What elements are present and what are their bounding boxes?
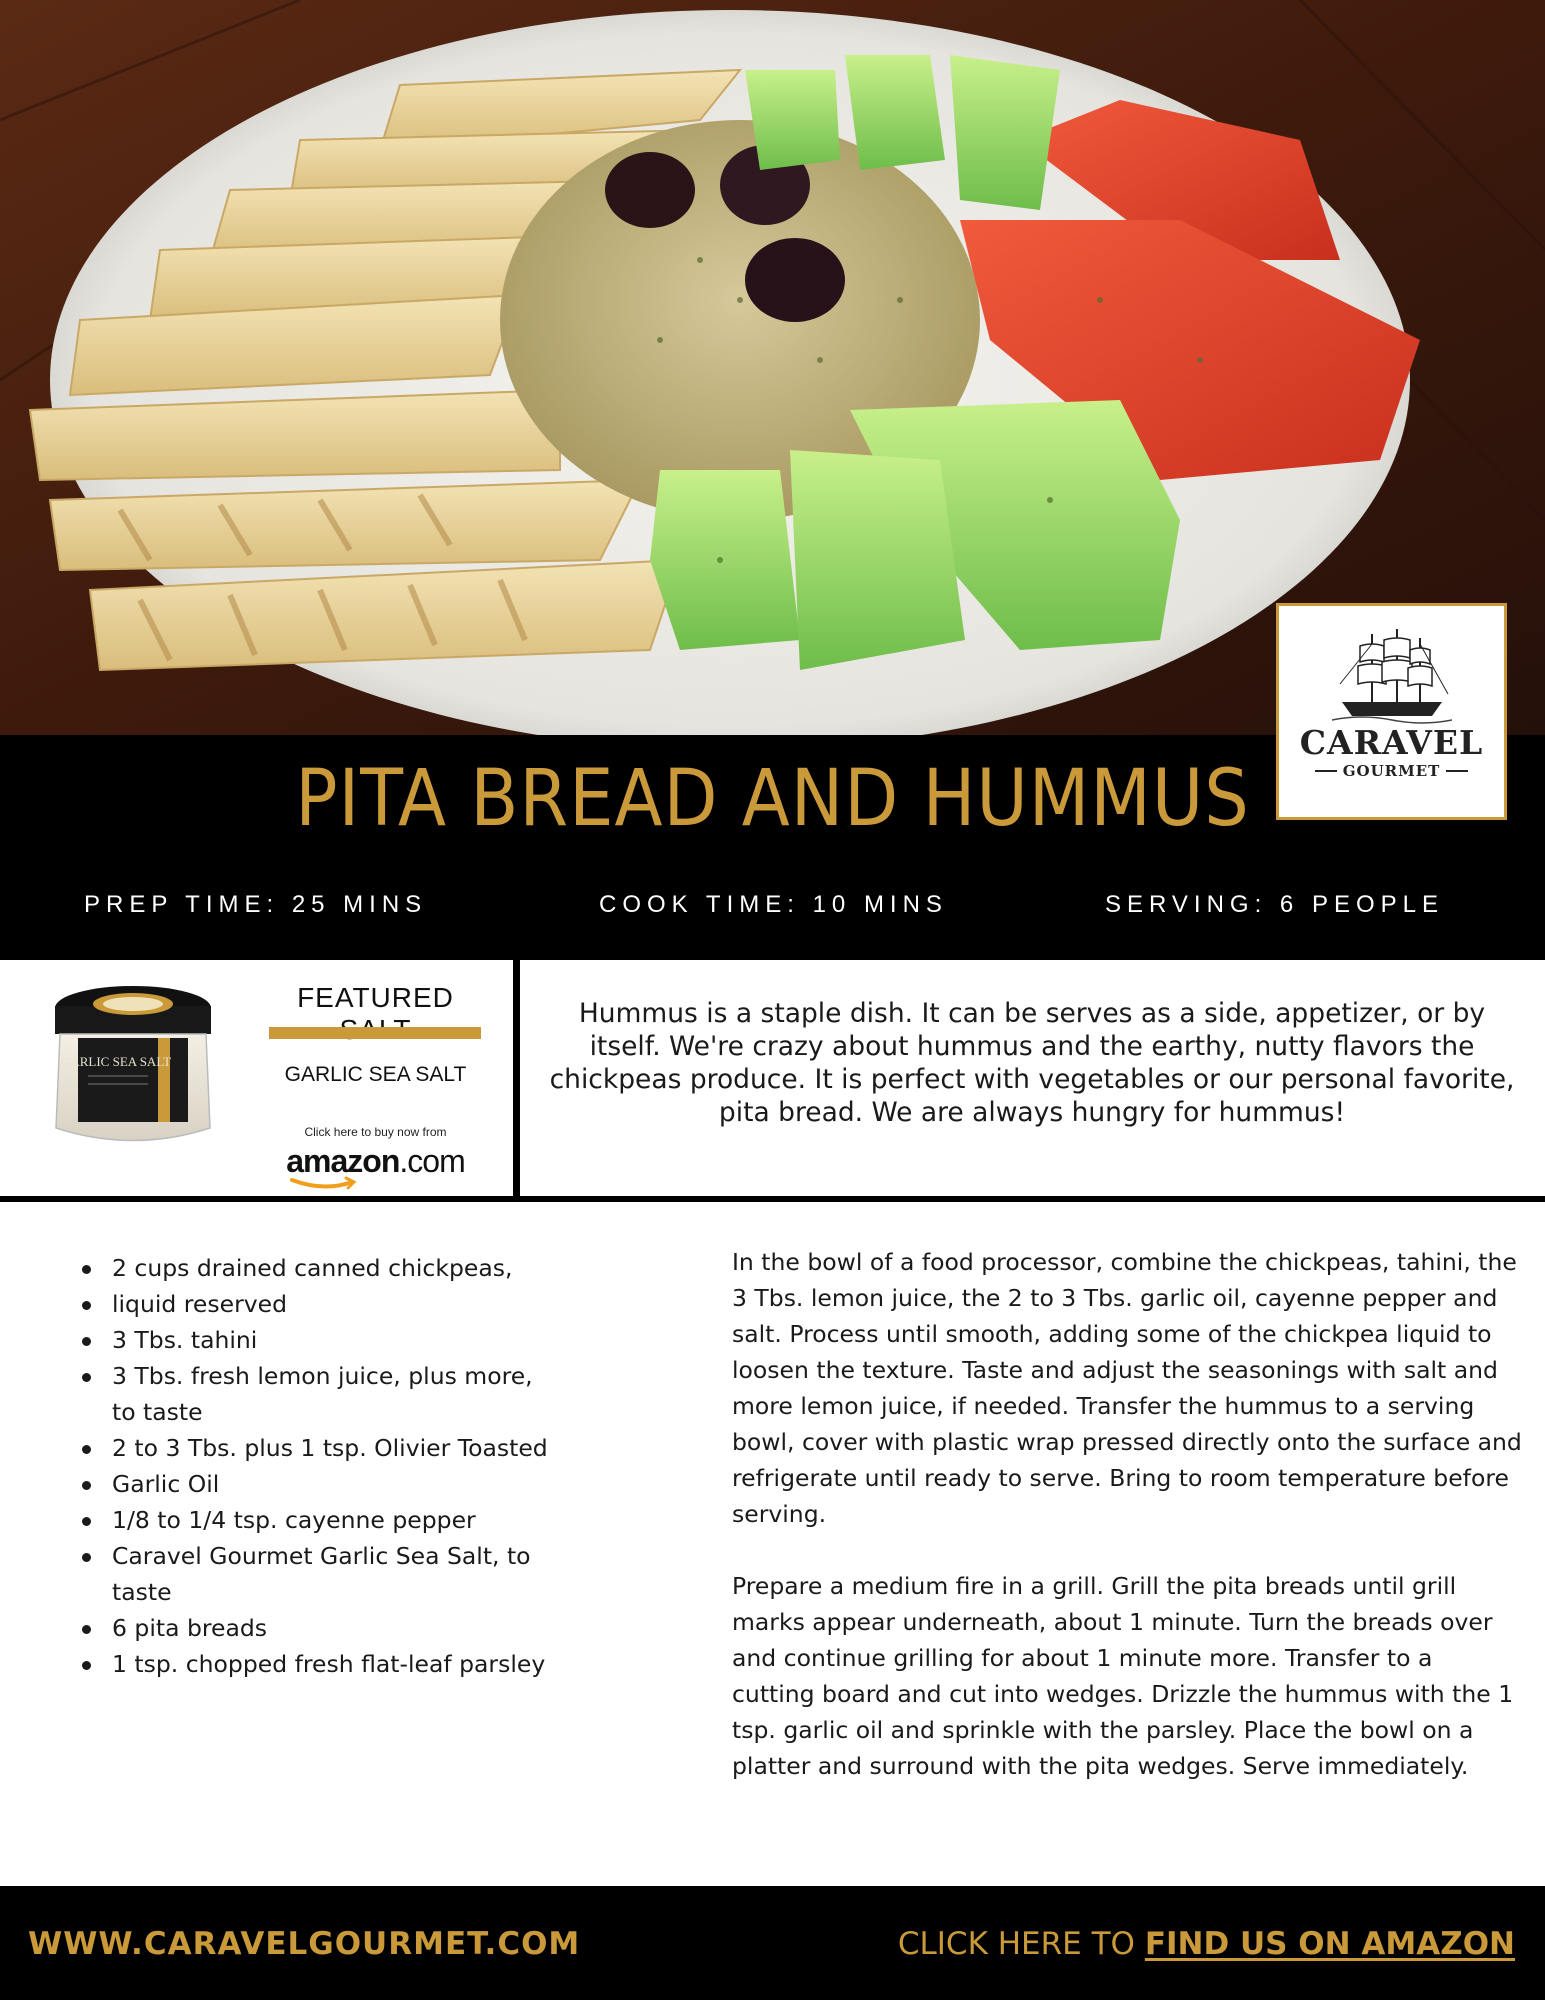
jar-label-text: GARLIC SEA SALT	[60, 1054, 172, 1069]
featured-salt-name: GARLIC SEA SALT	[284, 1063, 467, 1086]
amazon-tld: .com	[399, 1143, 465, 1179]
ingredient-list	[80, 1250, 550, 1682]
garlic-sea-salt-jar-image[interactable]	[38, 978, 228, 1153]
vertical-divider	[513, 960, 520, 1202]
recipe-title: PITA BREAD AND HUMMUS	[295, 754, 1250, 844]
cook-time: COOK TIME: 10 MINS	[599, 891, 948, 918]
logo-name: CARAVEL	[1299, 723, 1484, 762]
caravel-logo	[1276, 603, 1507, 820]
direction-paragraph: In the bowl of a food processor, combine the chickpeas, tahini, the 3 Tbs. lemon juice, the 2 to 3 Tbs. garlic oil, cayenne pepper and salt. Process until smooth, adding some of the chickpea liquid to loosen the texture. Taste and adjust the seasonings with salt and more lemon juice, if needed. Transfer the hummus to a serving bowl, cover with plastic wrap pressed directly onto the surface and refrigerate until ready to serve. Bring to room temperature before serving.	[732, 1248, 1522, 1528]
serving-count: SERVING: 6 PEOPLE	[1105, 891, 1444, 918]
ingredient-item: liquid reserved	[80, 1286, 550, 1322]
ingredient-item: 2 cups drained canned chickpeas,	[80, 1250, 550, 1286]
amazon-cta-link[interactable]: FIND US ON AMAZON	[1144, 1926, 1515, 1962]
directions	[732, 1244, 1522, 1784]
featured-divider	[269, 1027, 481, 1039]
ingredient-item: Garlic Oil	[80, 1466, 550, 1502]
ingredient-item: 3 Tbs. fresh lemon juice, plus more, to taste	[80, 1358, 550, 1430]
amazon-brand: amazon	[286, 1143, 400, 1179]
amazon-smile-icon	[290, 1176, 360, 1192]
ingredient-item: Caravel Gourmet Garlic Sea Salt, to taste	[80, 1538, 550, 1610]
amazon-logo-link[interactable]	[268, 1143, 483, 1180]
ingredient-item: 2 to 3 Tbs. plus 1 tsp. Olivier Toasted	[80, 1430, 550, 1466]
direction-paragraph: Prepare a medium fire in a grill. Grill the pita breads until grill marks appear underneath, about 1 minute. Turn the breads over and continue grilling for about 1 minute more. Transfer to a cutting board and cut into wedges. Drizzle the hummus with the 1 tsp. garlic oil and sprinkle with the parsley. Place the bowl on a platter and surround with the pita wedges. Serve immediately.	[732, 1572, 1514, 1780]
amazon-buy-text[interactable]: Click here to buy now from	[304, 1125, 447, 1139]
recipe-description: Hummus is a staple dish. It can be serves as a side, appetizer, or by itself. We're crazy about hummus and the earthy, nutty flavors the chickpeas produce. It is perfect with vegetables or our personal favorite, pita bread. We are always hungry for hummus!	[549, 998, 1515, 1128]
logo-subtitle: GOURMET	[1342, 762, 1441, 780]
amazon-cta-prefix: CLICK HERE TO	[897, 1926, 1145, 1962]
logo-rule-left	[1315, 770, 1337, 772]
logo-rule-right	[1446, 770, 1468, 772]
website-link[interactable]: WWW.CARAVELGOURMET.COM	[28, 1926, 581, 1962]
amazon-cta[interactable]	[898, 1926, 1515, 1962]
prep-time: PREP TIME: 25 MINS	[84, 891, 428, 918]
ingredient-item: 6 pita breads	[80, 1610, 550, 1646]
ingredient-item: 3 Tbs. tahini	[80, 1322, 550, 1358]
horizontal-divider	[0, 1196, 1545, 1202]
ingredient-item: 1 tsp. chopped fresh flat-leaf parsley	[80, 1646, 550, 1682]
logo-subtitle-row	[1315, 762, 1469, 780]
featured-salt-heading: FEATURED	[297, 982, 454, 1013]
ingredient-item: 1/8 to 1/4 tsp. cayenne pepper	[80, 1502, 550, 1538]
ship-icon	[1332, 624, 1452, 724]
